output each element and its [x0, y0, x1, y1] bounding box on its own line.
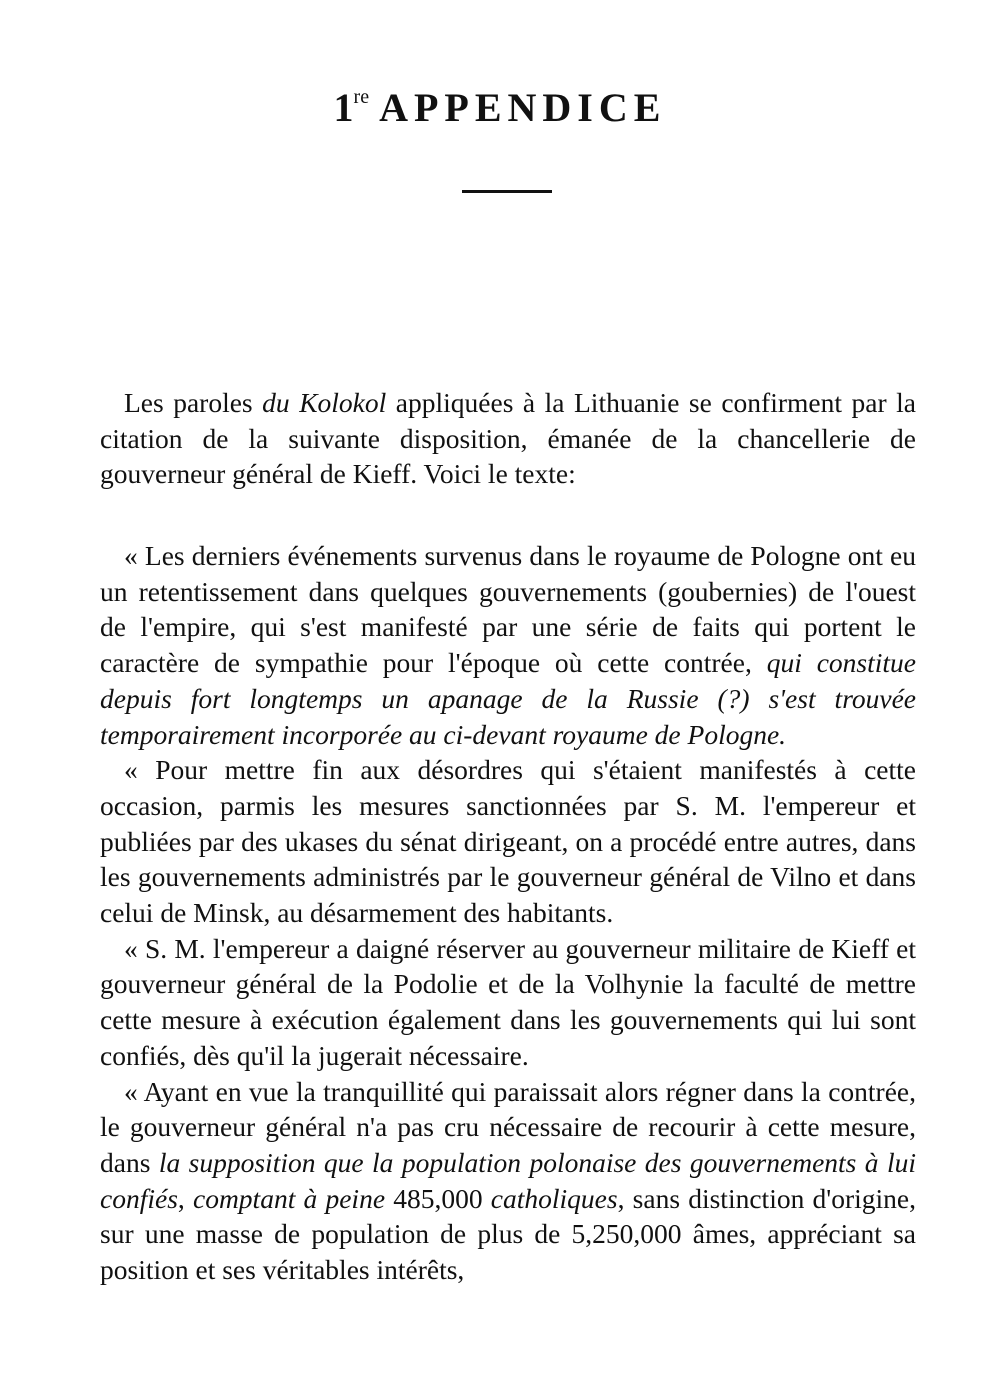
quote-paragraph-1: [100, 538, 916, 752]
quote3-text: « S. M. l'empereur a daigné réserver au gouverneur militaire de Kieff et gouverneur général de la Podolie et de la Volhynie la faculté de mettre cette mesure à exécution également dans les gouvernements qui lui sont confiés, dès qu'il la jugerait nécessaire.: [100, 932, 916, 1071]
quote2-text: « Pour mettre fin aux désordres qui s'étaient manifestés à cette occasion, parmis les mesures sanctionnées par S. M. l'empereur et publiées par des ukases du sénat dirigeant, on a procédé entre autres, dans les gouvernements administrés par le gouverneur général de Vilno et dans celui de Minsk, au désarmement des habitants.: [100, 754, 916, 929]
quote4-italic-2: comptant à peine: [192, 1182, 386, 1214]
quote-paragraph-4: [100, 1074, 916, 1288]
title-divider: [462, 190, 552, 193]
quote1-text: « Les derniers événements survenus dans le royaume de Pologne ont eu un retentissement dans quelques gouvernements (goubernies) de l'ouest de l'empire, qui s'est manifesté par une série de faits qui portent le caractère de sympathie pour l'époque où cette contrée,: [100, 540, 916, 679]
ordinal-suffix: re: [353, 86, 370, 108]
intro-source-italic: du Kolokol: [262, 387, 387, 418]
quote-paragraph-2: [100, 752, 916, 931]
intro-paragraph: [100, 385, 916, 492]
quote1-italic: qui constitue depuis fort longtemps un apanage de la Russie (?) s'est trouvée temporairement incorporée au ci-devant royaume de Pologne.: [100, 647, 916, 750]
quote4-italic-3: catholiques: [490, 1182, 618, 1214]
intro-text-1: Les paroles: [124, 387, 263, 418]
quote-paragraph-3: [100, 931, 916, 1074]
quoted-disposition: [100, 538, 916, 1288]
quote4-text-2: ,: [177, 1182, 193, 1214]
quote4-italic-1: la supposition que la population polonaise des gouvernements à lui confiés: [100, 1146, 916, 1214]
appendix-number: 1: [333, 85, 354, 130]
quote4-text-1: « Ayant en vue la tranquillité qui paraissait alors régner dans la contrée, le gouverneur général n'a pas cru nécessaire de recourir à cette mesure, dans: [100, 1075, 916, 1178]
page-title: [0, 72, 1000, 133]
quote4-text-3: 485,000: [385, 1182, 491, 1214]
quote4-text-4: , sans distinction d'origine, sur une masse de population de plus de 5,250,000 âmes, appréciant sa position et ses véritables intérêts,: [100, 1182, 916, 1286]
intro-text-2: appliquées à la Lithuanie se confirment par la citation de la suivante disposition, émanée de la chancellerie de gouverneur général de Kieff. Voici le texte:: [100, 387, 916, 490]
appendix-word: APPENDICE: [379, 85, 667, 130]
